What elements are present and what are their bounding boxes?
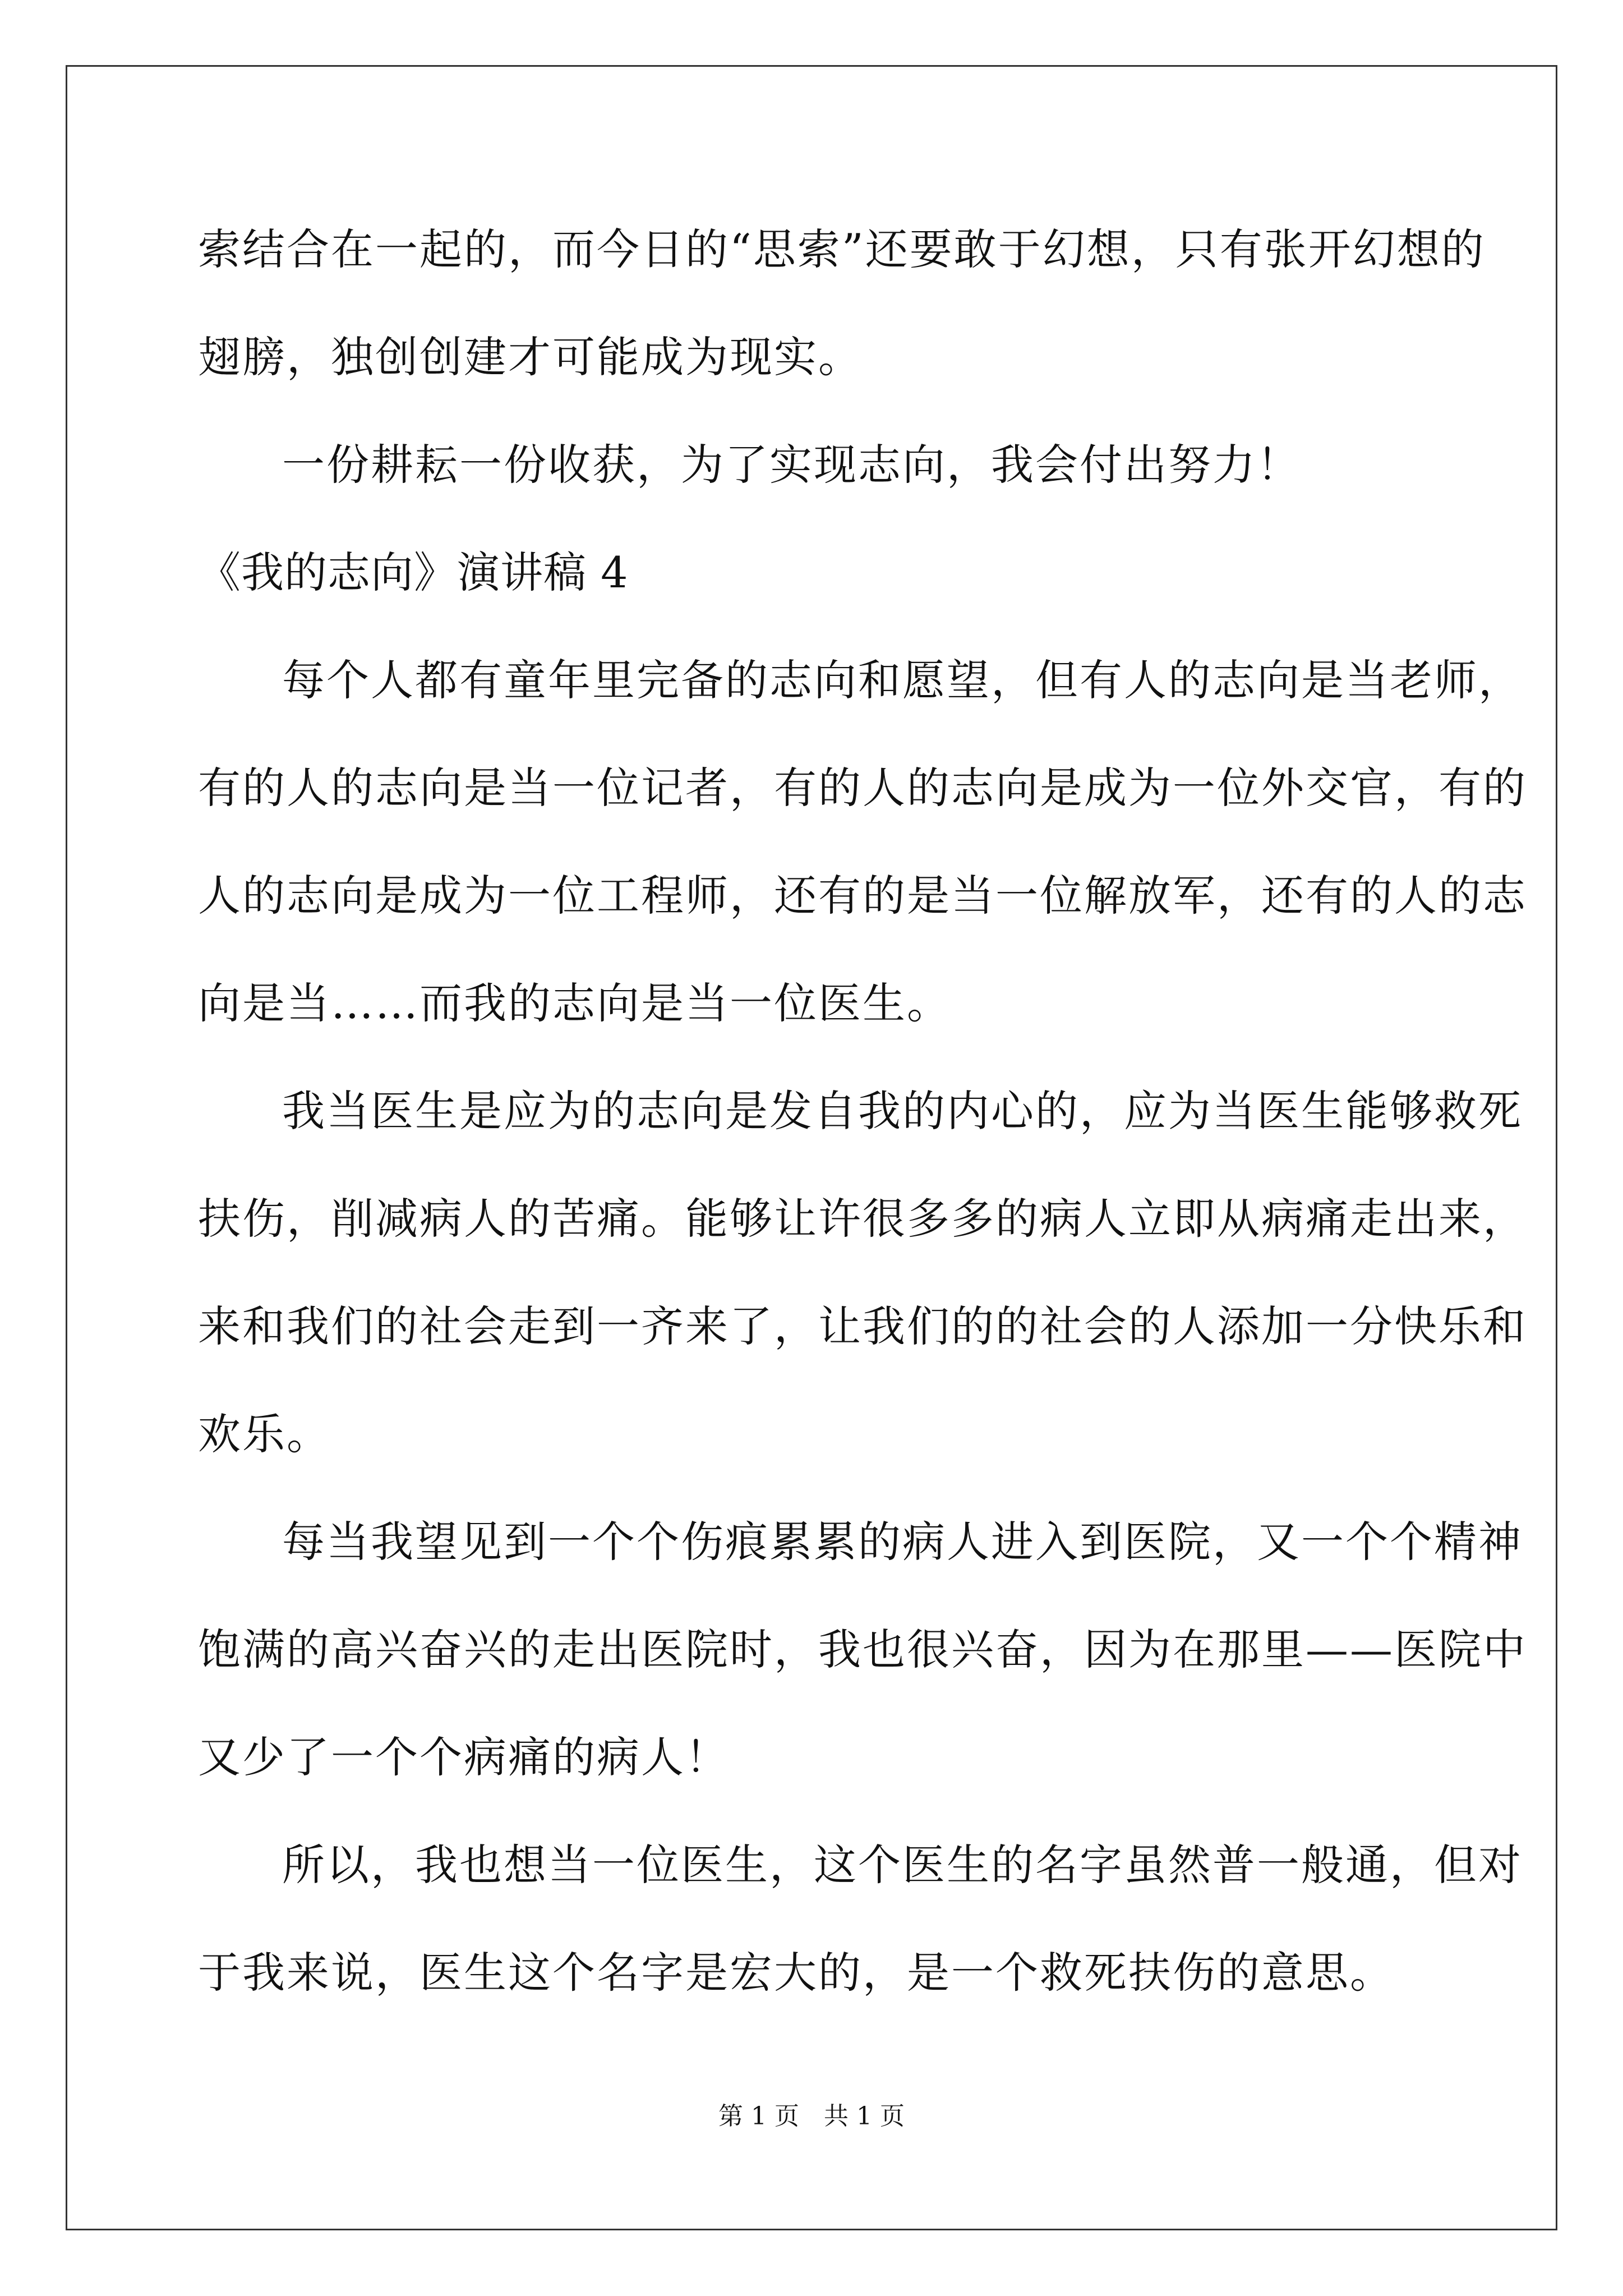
text-line: 索结合在一起的，而今日的“思索”还要敢于幻想，只有张开幻想的: [198, 224, 1486, 274]
text-line: 于我来说，医生这个名字是宏大的，是一个救死扶伤的意思。: [198, 1948, 1394, 1998]
text-line: 欢乐。: [198, 1409, 331, 1459]
text-line: 有的人的志向是当一位记者，有的人的志向是成为一位外交官，有的: [198, 763, 1527, 813]
paragraph-first-line: 每当我望见到一个个伤痕累累的病人进入到医院，又一个个精神: [282, 1517, 1523, 1567]
text-line: 扶伤，削减病人的苦痛。能够让许很多多的病人立即从病痛走出来，: [198, 1194, 1527, 1244]
text-line: 人的志向是成为一位工程师，还有的是当一位解放军，还有的人的志: [198, 871, 1527, 921]
section-heading: 《我的志向》演讲稿 4: [198, 547, 629, 597]
page-footer: 第 1 页 共 1 页: [718, 2102, 905, 2131]
text-line: 翅膀，独创创建才可能成为现实。: [198, 332, 863, 382]
paragraph-first-line: 我当医生是应为的志向是发自我的内心的，应为当医生能够救死: [282, 1086, 1523, 1136]
text-line: 又少了一个个病痛的病人！: [198, 1732, 730, 1782]
page-border: [66, 65, 1557, 2230]
paragraph-first-line: 一份耕耘一份收获，为了实现志向，我会付出努力！: [282, 440, 1301, 490]
text-line: 饱满的高兴奋兴的走出医院时，我也很兴奋，因为在那里——医院中: [198, 1625, 1527, 1674]
paragraph-first-line: 每个人都有童年里完备的志向和愿望，但有人的志向是当老师，: [282, 655, 1523, 705]
text-line: 来和我们的社会走到一齐来了，让我们的的社会的人添加一分快乐和: [198, 1301, 1527, 1351]
paragraph-first-line: 所以，我也想当一位医生，这个医生的名字虽然普一般通，但对: [282, 1840, 1523, 1890]
text-line: 向是当……而我的志向是当一位医生。: [198, 978, 951, 1028]
